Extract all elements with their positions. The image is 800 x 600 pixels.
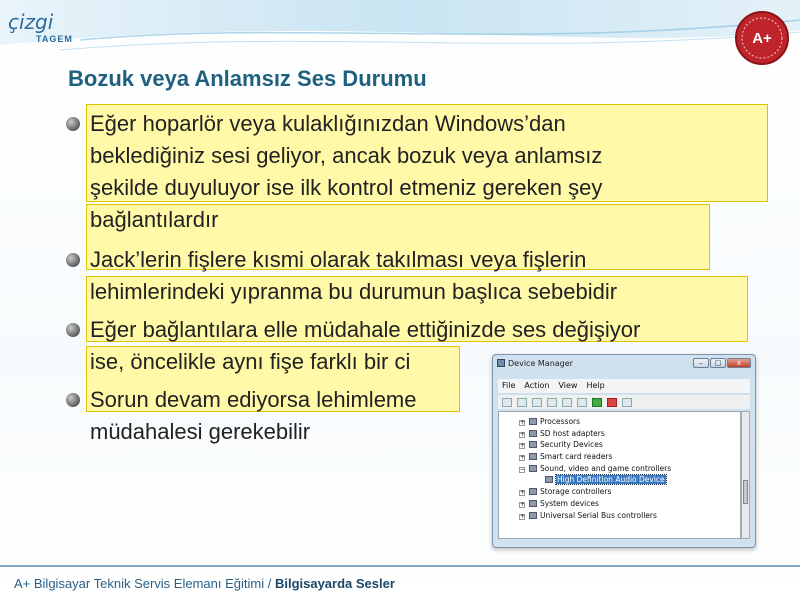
tree-node[interactable] xyxy=(499,474,740,486)
footer-divider xyxy=(0,565,800,567)
tree-node[interactable] xyxy=(499,439,740,451)
bullet-line: Jack’lerin fişlere kısmi olarak takılması veya fişlerin xyxy=(90,247,587,272)
device-category-icon xyxy=(529,500,537,507)
device-tree xyxy=(498,411,741,539)
menu-action[interactable]: Action xyxy=(524,381,550,390)
toolbar xyxy=(498,395,750,409)
footer xyxy=(14,576,395,591)
back-arrow-icon[interactable] xyxy=(502,398,512,407)
bullet-dot-icon xyxy=(66,117,80,131)
bullet-item xyxy=(66,108,776,236)
bullet-line: beklediğiniz sesi geliyor, ancak bozuk veya anlamsız xyxy=(90,143,603,168)
tree-node-label: Universal Serial Bus controllers xyxy=(540,510,657,520)
tree-node[interactable] xyxy=(499,428,740,440)
footer-course: A+ Bilgisayar Teknik Servis Elemanı Eğitimi / xyxy=(14,576,275,591)
seal-text: A+ xyxy=(752,30,772,47)
scan-hardware-icon[interactable] xyxy=(577,398,587,407)
tree-node-label: High Definition Audio Device xyxy=(557,475,665,485)
device-category-icon xyxy=(529,418,537,425)
tree-expander-icon[interactable]: + xyxy=(520,489,526,497)
tree-node-label: Sound, video and game controllers xyxy=(540,463,672,473)
tree-node[interactable] xyxy=(499,451,740,463)
tree-node[interactable] xyxy=(499,510,740,522)
bullet-line: lehimlerindeki yıpranma bu durumun başlıca sebebidir xyxy=(90,279,618,304)
help-icon[interactable] xyxy=(547,398,557,407)
bullet-line: Eğer hoparlör veya kulaklığınızdan Windows’dan xyxy=(90,111,566,136)
window-title-text: Device Manager xyxy=(508,359,573,368)
footer-topic: Bilgisayarda Sesler xyxy=(274,576,395,591)
disable-icon[interactable] xyxy=(622,398,632,407)
cizgi-tagem-logo xyxy=(8,10,88,50)
bullet-line: bağlantılardır xyxy=(90,207,219,232)
menu-bar xyxy=(498,379,750,393)
tree-expander-icon[interactable]: − xyxy=(520,465,526,473)
logo-main-text: çizgi xyxy=(8,10,54,34)
tree-expander-icon[interactable]: + xyxy=(520,512,526,520)
bullet-line: şekilde duyuluyor ise ilk kontrol etmeniz gereken şey xyxy=(90,175,603,200)
scrollbar-thumb[interactable] xyxy=(743,480,748,504)
device-manager-window xyxy=(492,354,756,548)
device-category-icon xyxy=(545,476,553,483)
tree-node[interactable] xyxy=(499,486,740,498)
menu-help[interactable]: Help xyxy=(586,381,605,390)
tree-node-label: System devices xyxy=(540,498,599,508)
device-category-icon xyxy=(529,465,537,472)
tree-expander-icon[interactable]: + xyxy=(520,442,526,450)
bullet-dot-icon xyxy=(66,253,80,267)
tree-expander-icon[interactable]: + xyxy=(520,430,526,438)
device-manager-icon xyxy=(497,359,505,367)
bullet-line: ise, öncelikle aynı fişe farklı bir ci xyxy=(90,349,411,374)
uninstall-icon[interactable] xyxy=(607,398,617,407)
slide-title: Bozuk veya Anlamsız Ses Durumu xyxy=(68,66,427,91)
window-title xyxy=(497,359,573,368)
close-button[interactable]: x xyxy=(727,358,751,368)
bullet-dot-icon xyxy=(66,323,80,337)
minimize-button[interactable]: – xyxy=(693,358,709,368)
tree-node[interactable] xyxy=(499,498,740,510)
tree-node-label: Smart card readers xyxy=(540,452,613,462)
tree-node[interactable] xyxy=(499,463,740,475)
bullet-line: Sorun devam ediyorsa lehimleme xyxy=(90,387,417,412)
forward-arrow-icon[interactable] xyxy=(517,398,527,407)
menu-view[interactable]: View xyxy=(558,381,578,390)
scrollbar[interactable] xyxy=(741,411,750,539)
tree-node-label: Storage controllers xyxy=(540,487,612,497)
device-category-icon xyxy=(529,512,537,519)
window-controls xyxy=(693,358,751,368)
menu-file[interactable]: File xyxy=(502,381,516,390)
update-driver-icon[interactable] xyxy=(592,398,602,407)
tree-node-label: Security Devices xyxy=(540,440,603,450)
device-category-icon xyxy=(529,441,537,448)
view-icon[interactable] xyxy=(562,398,572,407)
tree-expander-icon[interactable]: + xyxy=(520,500,526,508)
a-plus-seal-icon xyxy=(734,10,790,66)
bullet-line: Eğer bağlantılara elle müdahale ettiğinizde ses değişiyor xyxy=(90,317,641,342)
properties-icon[interactable] xyxy=(532,398,542,407)
tree-node-label: SD host adapters xyxy=(540,428,605,438)
header-wave-decoration xyxy=(0,0,800,70)
tree-expander-icon[interactable]: + xyxy=(520,419,526,426)
maximize-button[interactable]: □ xyxy=(710,358,726,368)
tree-node-label: Processors xyxy=(540,417,581,426)
tree-expander-icon[interactable]: + xyxy=(520,454,526,462)
tree-node[interactable] xyxy=(499,416,740,428)
logo-sub-text: TAGEM xyxy=(36,34,73,44)
device-category-icon xyxy=(529,453,537,460)
bullet-dot-icon xyxy=(66,393,80,407)
bullet-item xyxy=(66,244,776,308)
device-category-icon xyxy=(529,488,537,495)
bullet-line: müdahalesi gerekebilir xyxy=(90,419,311,444)
device-category-icon xyxy=(529,430,537,437)
